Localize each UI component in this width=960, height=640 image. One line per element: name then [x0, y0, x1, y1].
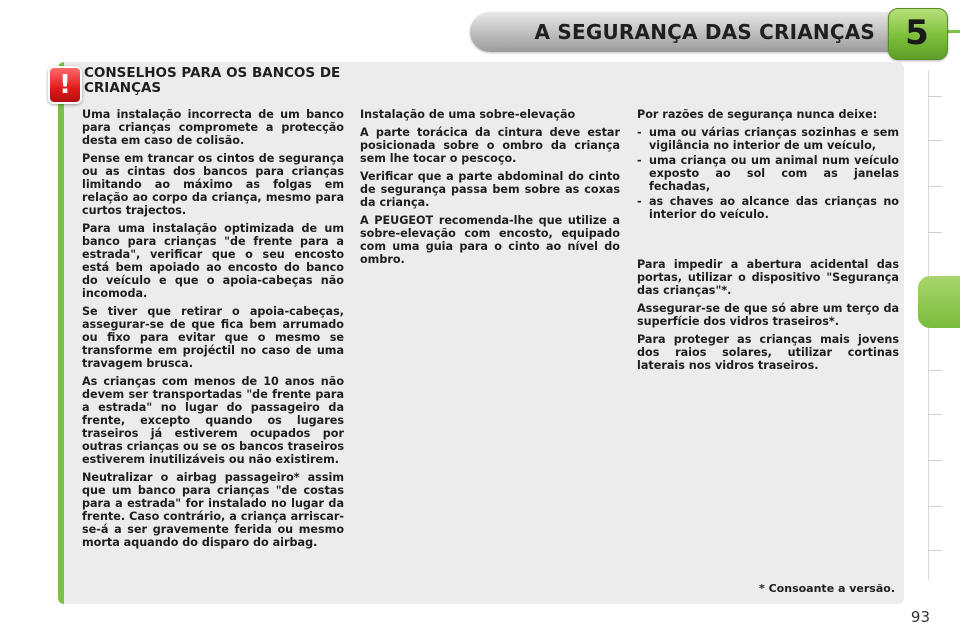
- column-3: [637, 108, 899, 377]
- col1-paragraph: Para uma instalação optimizada de um banco para crianças "de frente para a estrada", verificar que o seu encosto está bem apoiado ao encosto do banco do veículo e que o apoia-cabeças não incomoda.: [82, 222, 344, 300]
- active-chapter-tab[interactable]: [918, 276, 960, 328]
- side-tab-divider: [928, 186, 942, 187]
- exclamation-icon: !: [59, 70, 71, 100]
- col1-paragraph: [82, 152, 344, 217]
- col2-paragraph: A parte torácica da cintura deve estar posicionada sobre o ombro da criança sem lhe tocar o pescoço.: [360, 126, 620, 165]
- warning-list: [637, 126, 899, 221]
- col2-paragraph: Verificar que a parte abdominal do cinto de segurança passa bem sobre as coxas da criança.: [360, 170, 620, 209]
- col1-paragraph: Uma instalação incorrecta de um banco para crianças compromete a protecção desta em caso de colisão.: [82, 108, 344, 147]
- col1-emphasis: para crianças limitando ao máximo as folgas: [82, 165, 344, 191]
- page-number: 93: [910, 608, 930, 626]
- chapter-number: 5: [905, 13, 929, 53]
- col1-paragraph: Se tiver que retirar o apoia-cabeças, assegurar-se de que fica bem arrumado ou fixo para evitar que o mesmo se transforme em projéctil no caso de uma travagem brusca.: [82, 305, 344, 370]
- column-2: [360, 108, 620, 271]
- side-tab-divider: [928, 140, 942, 141]
- column-1: [82, 108, 344, 554]
- list-item: - uma ou várias crianças sozinhas e sem vigilância no interior de um veículo,: [637, 126, 899, 152]
- footnote: * Consoante a versão.: [759, 582, 895, 595]
- col1-paragraph: Neutralizar o airbag passageiro* assim que um banco para crianças "de costas para a estrada" for instalado no lugar da frente. Caso contrário, a criança arriscar-se-á a ser gravemente ferida ou mesmo morta aquando do disparo do airbag.: [82, 471, 344, 549]
- page-title: A SEGURANÇA DAS CRIANÇAS: [534, 20, 875, 44]
- panel-title: CONSELHOS PARA OS BANCOS DE CRIANÇAS: [84, 65, 341, 96]
- col3-paragraph: Assegurar-se de que só abre um terço da superfície dos vidros traseiros*.: [637, 302, 899, 328]
- col1-paragraph: As crianças com menos de 10 anos não devem ser transportadas "de frente para a estrada" no lugar do passageiro da frente, excepto quando os lugares traseiros já estiverem ocupados por outras crianças ou se os bancos traseiros estiverem inutilizáveis ou não existirem.: [82, 375, 344, 466]
- col2-paragraph: A PEUGEOT recomenda-lhe que utilize a sobre-elevação com encosto, equipado com uma guia para o cinto ao nível do ombro.: [360, 214, 620, 266]
- side-tab-divider: [928, 460, 942, 461]
- list-item: - as chaves ao alcance das crianças no interior do veículo.: [637, 195, 899, 221]
- spacer: [637, 226, 899, 258]
- list-item: - uma criança ou um animal num veículo exposto ao sol com as janelas fechadas,: [637, 154, 899, 193]
- col3-intro: Por razões de segurança nunca deixe:: [637, 108, 878, 121]
- side-tab-divider: [928, 506, 942, 507]
- side-tab-divider: [928, 232, 942, 233]
- col1-text: Pense em trancar os cintos de segurança ou as cintas dos bancos: [82, 152, 344, 178]
- side-tab-divider: [928, 550, 942, 551]
- col3-paragraph: Para proteger as crianças mais jovens dos raios solares, utilizar cortinas laterais nos vidros traseiros.: [637, 333, 899, 372]
- side-tab-divider: [928, 414, 942, 415]
- side-tab-divider: [928, 96, 942, 97]
- col3-paragraph: Para impedir a abertura acidental das portas, utilizar o dispositivo "Segurança das crianças"*.: [637, 258, 899, 297]
- section-subtitle: Instalação de uma sobre-elevação: [360, 108, 576, 121]
- col1-text: em relação ao corpo da criança, mesmo para curtos trajectos.: [82, 178, 344, 217]
- side-tab-divider: [928, 370, 942, 371]
